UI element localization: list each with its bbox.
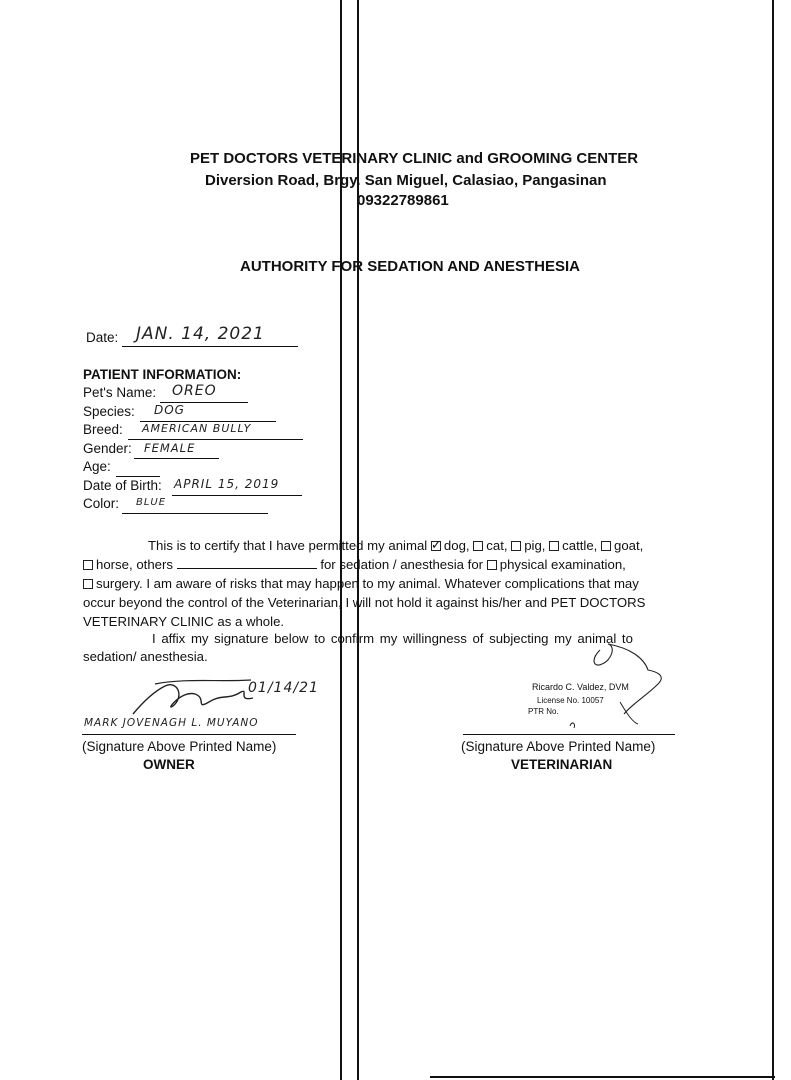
physical-exam-label: physical examination, [499, 557, 626, 572]
goat-option-label: goat, [614, 538, 644, 553]
cert-line-3 [83, 574, 639, 594]
pig-checkbox[interactable] [511, 541, 521, 551]
age-label: Age: [83, 459, 111, 474]
dog-checkbox[interactable]: ✓ [430, 537, 442, 552]
patient-info-heading: PATIENT INFORMATION: [83, 367, 242, 382]
color-field[interactable] [122, 495, 268, 514]
owner-signature-caption: (Signature Above Printed Name) [82, 739, 277, 754]
cert-line-1-text: This is to certify that I have permitted my animal [148, 538, 428, 553]
breed-field[interactable] [128, 421, 303, 440]
cert-line-5: VETERINARY CLINIC as a whole. [83, 614, 285, 629]
vet-stamp-name: Ricardo C. Valdez, DVM [532, 682, 629, 692]
pet-name-field[interactable] [160, 384, 248, 403]
surgery-checkbox[interactable] [83, 579, 93, 589]
cert-line-2-text: for sedation / anesthesia for [320, 557, 484, 572]
cert-line-6: I affix my signature below to confirm my willingness of subjecting my animal to [152, 631, 633, 646]
goat-checkbox[interactable] [601, 541, 611, 551]
page-edge-bottom [430, 1076, 775, 1078]
vet-signature-line[interactable] [463, 734, 675, 735]
owner-sign-date: 01/14/21 [248, 680, 319, 696]
owner-printed-name: MARK JOVENAGH L. MUYANO [84, 717, 259, 729]
cert-line-4: occur beyond the control of the Veterinarian, I will not hold it against his/her and PET DOCTORS [83, 595, 646, 610]
species-label: Species: [83, 404, 135, 419]
gender-field[interactable] [134, 440, 219, 459]
date-field[interactable] [122, 326, 298, 347]
dob-field[interactable] [172, 477, 302, 496]
cert-line-7: sedation/ anesthesia. [83, 649, 208, 664]
others-blank[interactable] [177, 556, 317, 569]
dob-label: Date of Birth: [83, 478, 162, 493]
horse-option-label: horse, others [96, 557, 173, 572]
cat-option-label: cat, [486, 538, 508, 553]
clinic-address: Diversion Road, Brgy. San Miguel, Calasiao, Pangasinan [205, 172, 607, 189]
color-value: BLUE [136, 497, 167, 508]
species-value: DOG [154, 403, 185, 417]
pet-name-value: OREO [172, 383, 217, 399]
cat-checkbox[interactable] [473, 541, 483, 551]
physical-exam-checkbox[interactable] [487, 560, 497, 570]
vet-stamp-license: License No. 10057 [537, 696, 604, 705]
age-field[interactable] [116, 458, 160, 477]
owner-role: OWNER [143, 757, 195, 772]
pet-name-label: Pet's Name: [83, 385, 157, 400]
dob-value: APRIL 15, 2019 [174, 477, 280, 491]
cattle-option-label: cattle, [562, 538, 598, 553]
gender-value: FEMALE [144, 441, 196, 455]
cert-line-1 [148, 536, 643, 556]
vet-signature-caption: (Signature Above Printed Name) [461, 739, 656, 754]
date-value: JAN. 14, 2021 [136, 324, 265, 344]
cattle-checkbox[interactable] [549, 541, 559, 551]
vet-role: VETERINARIAN [511, 757, 613, 772]
cert-line-2 [83, 555, 626, 575]
breed-value: AMERICAN BULLY [142, 422, 252, 435]
horse-checkbox[interactable] [83, 560, 93, 570]
surgery-label: surgery. I am aware of risks that may happen to my animal. Whatever complications that may [96, 576, 639, 591]
dog-option-label: dog, [443, 538, 470, 553]
date-label: Date: [86, 330, 119, 345]
breed-label: Breed: [83, 422, 123, 437]
clinic-name: PET DOCTORS VETERINARY CLINIC and GROOMING CENTER [190, 150, 639, 167]
gender-label: Gender: [83, 441, 132, 456]
page-edge-right [772, 0, 774, 1080]
owner-signature-line[interactable] [82, 734, 296, 735]
color-label: Color: [83, 496, 120, 511]
form-title: AUTHORITY FOR SEDATION AND ANESTHESIA [240, 258, 581, 275]
clinic-phone: 09322789861 [357, 192, 449, 209]
pig-option-label: pig, [524, 538, 546, 553]
species-field[interactable] [140, 403, 276, 422]
vet-stamp-ptr: PTR No. [528, 707, 559, 716]
